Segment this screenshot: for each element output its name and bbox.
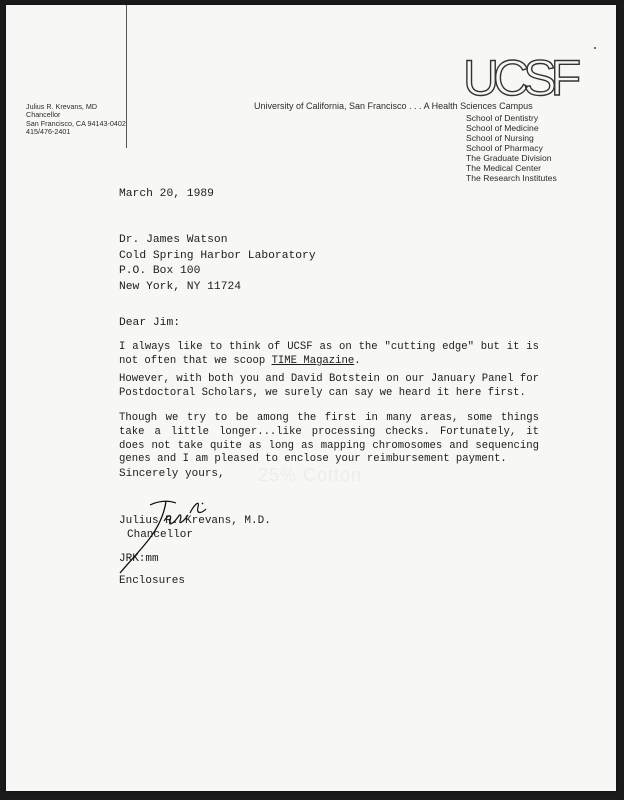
- letterhead-rule: [126, 5, 127, 148]
- recipient-line: New York, NY 11724: [119, 280, 242, 293]
- ucsf-logo: [461, 49, 581, 119]
- closing: Sincerely yours,: [119, 468, 225, 480]
- sender-phone: 415/476-2401: [26, 127, 71, 137]
- paper-speck: [594, 47, 596, 49]
- sender-address: San Francisco, CA 94143-0402: [26, 118, 126, 128]
- schools-list: [466, 113, 557, 183]
- paragraph-1-text: I always like to think of UCSF as on the "cutting edge" but it is not often that we scoop: [119, 341, 539, 367]
- salutation: Dear Jim:: [119, 317, 181, 329]
- signer-name: Julius R. Krevans, M.D.: [119, 515, 271, 527]
- time-magazine-text: TIME Magazine: [271, 354, 355, 367]
- recipient-address: [119, 233, 316, 295]
- school-item: School of Pharmacy: [466, 143, 543, 153]
- school-item: The Medical Center: [466, 163, 541, 173]
- logo-text: UCSF: [463, 50, 576, 106]
- school-item: School of Dentistry: [466, 113, 539, 123]
- sender-block: [26, 103, 126, 137]
- letter-date: March 20, 1989: [119, 188, 214, 200]
- university-line: University of California, San Francisco . . . A Health Sciences Campus: [254, 101, 533, 111]
- paragraph-1-end: .: [354, 354, 361, 367]
- school-item: The Research Institutes: [466, 173, 557, 183]
- recipient-line: P.O. Box 100: [119, 265, 201, 277]
- sender-name: Julius R. Krevans, MD: [26, 102, 98, 111]
- school-item: School of Nursing: [466, 133, 534, 143]
- school-item: The Graduate Division: [466, 153, 552, 163]
- recipient-line: Cold Spring Harbor Laboratory: [119, 249, 316, 262]
- signer-title: Chancellor: [127, 529, 194, 541]
- enclosures-note: Enclosures: [119, 575, 186, 587]
- school-item: School of Medicine: [466, 123, 539, 133]
- letter-page: [6, 5, 616, 791]
- typist-initials: JRK:mm: [119, 553, 159, 565]
- paragraph-3: Though we try to be among the first in many areas, some things take a little longer...like processing checks. Fortunately, it does not take quite as long as mapping chromosomes and sequencing genes and I am pleased to enclose your reimbursement payment.: [119, 412, 539, 466]
- handwritten-signature: [106, 491, 226, 581]
- recipient-line: Dr. James Watson: [119, 234, 228, 246]
- paragraph-1: [119, 341, 539, 369]
- paper-watermark: [258, 465, 362, 486]
- sender-title: Chancellor: [26, 110, 61, 120]
- paragraph-2: However, with both you and David Botstein on our January Panel for Postdoctoral Scholars, we surely can say we heard it here first.: [119, 373, 539, 399]
